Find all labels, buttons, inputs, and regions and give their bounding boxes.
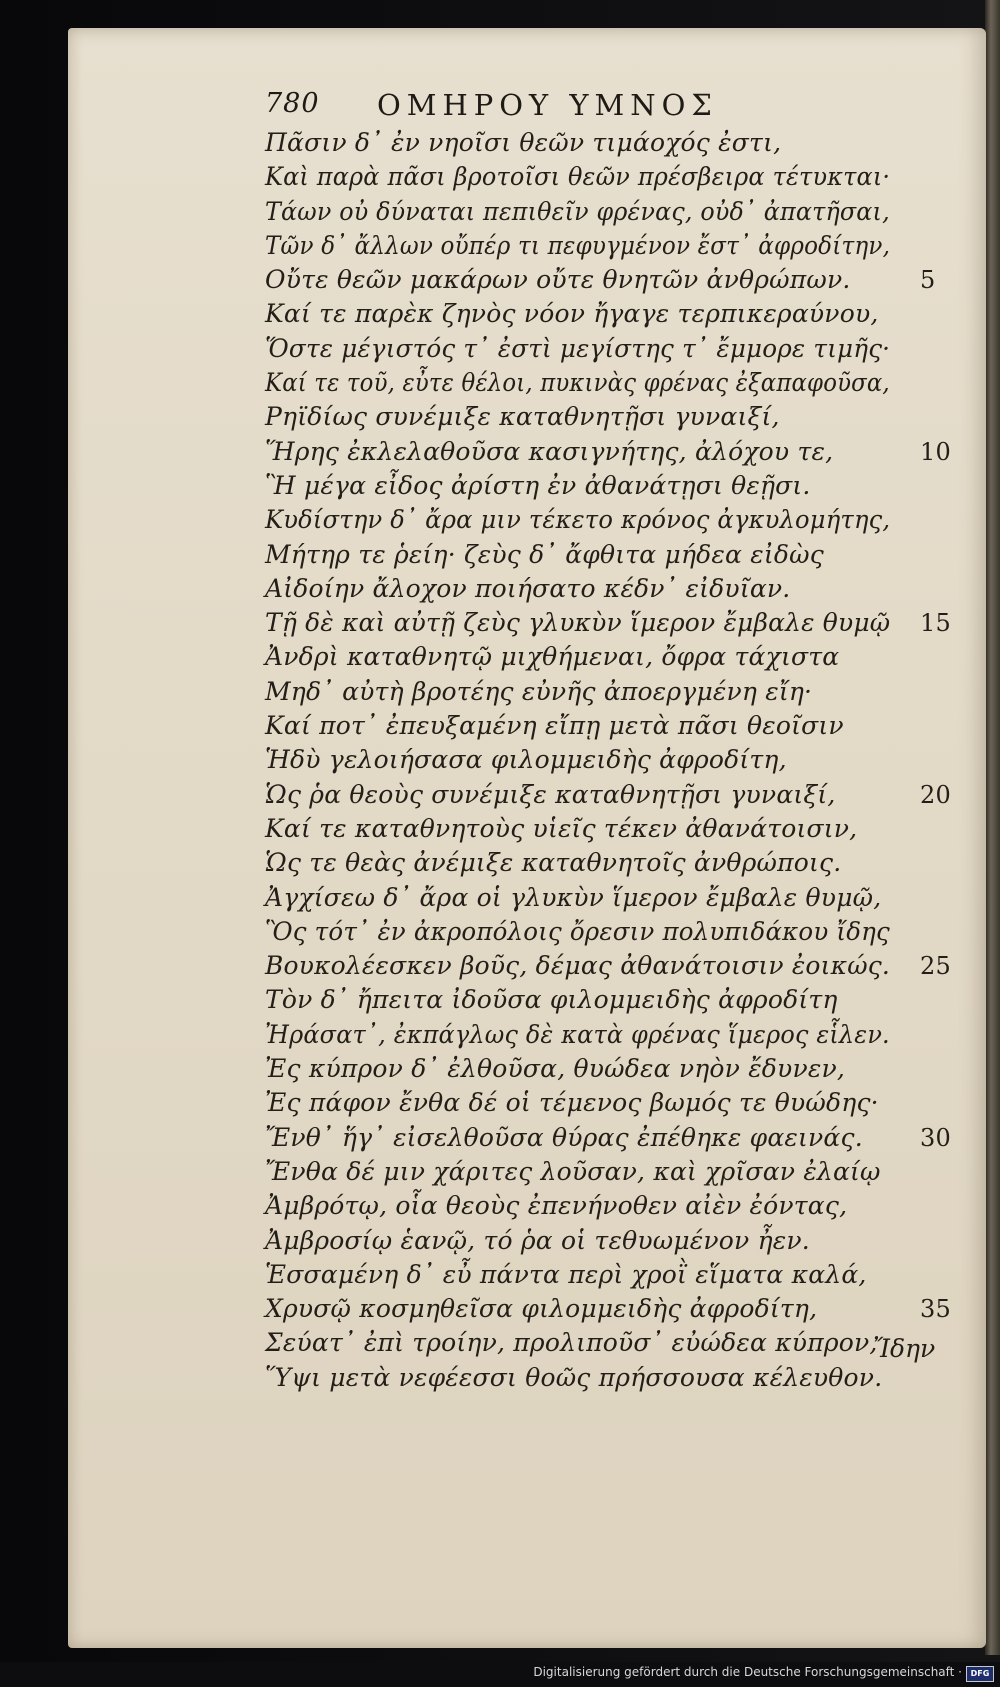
verse-line bbox=[265, 469, 905, 503]
verse-line-text: Ἐς κύπρον δ᾿ ἐλθοῦσα, θυώδεα νηὸν ἔδυνεν, bbox=[265, 1054, 846, 1084]
verse-line-text: Ὡς τε θεὰς ἀνέμιξε καταθνητοῖς ἀνθρώποις. bbox=[265, 848, 842, 878]
verse-line bbox=[265, 400, 905, 434]
verse-line-text: Ἀνδρὶ καταθνητῷ μιχθήμεναι, ὄφρα τάχιστα bbox=[265, 642, 840, 672]
verse-line-text: Ὡς ῥα θεοὺς συνέμιξε καταθνητῇσι γυναιξί, bbox=[265, 779, 836, 809]
verse-line bbox=[265, 743, 905, 777]
verse-line bbox=[265, 675, 905, 709]
verse-line-text: Ἀγχίσεω δ᾿ ἄρα οἱ γλυκὺν ἵμερον ἔμβαλε θυμῷ, bbox=[265, 882, 882, 912]
verse-line bbox=[265, 709, 905, 743]
verse-line bbox=[265, 1155, 905, 1189]
page-header bbox=[265, 88, 825, 128]
verse-line-text: Ἀμβροσίῳ ἑανῷ, τό ῥα οἱ τεθυωμένον ἦεν. bbox=[265, 1225, 810, 1255]
verse-line bbox=[265, 1189, 905, 1223]
verse-line bbox=[265, 538, 905, 572]
verse-line bbox=[265, 1361, 905, 1395]
verse-line bbox=[265, 1258, 905, 1292]
verse-line-text: Ἔνθα δέ μιν χάριτες λοῦσαν, καὶ χρῖσαν ἐλαίῳ bbox=[265, 1156, 881, 1186]
verse-line-text: Χρυσῷ κοσμηθεῖσα φιλομμειδὴς ἀφροδίτη, bbox=[265, 1294, 818, 1324]
verse-line-text: Ρηϊδίως συνέμιξε καταθνητῇσι γυναιξί, bbox=[265, 402, 780, 432]
verse-line-text: Καὶ παρὰ πᾶσι βροτοῖσι θεῶν πρέσβειρα τέτυκται· bbox=[265, 162, 891, 192]
verse-line bbox=[265, 229, 905, 263]
verse-line-text: Ἑσσαμένη δ᾿ εὖ πάντα περὶ χροῒ εἵματα καλά, bbox=[265, 1259, 867, 1289]
verse-line-text: Καί τε παρὲκ ζηνὸς νόον ἤγαγε τερπικεραύνου, bbox=[265, 299, 879, 329]
catchword: Ἴδην bbox=[873, 1334, 936, 1363]
verse-line bbox=[265, 263, 936, 297]
line-number: 35 bbox=[920, 1295, 951, 1324]
verse-line bbox=[265, 195, 905, 229]
verse-line-text: Βουκολέεσκεν βοῦς, δέμας ἀθανάτοισιν ἐοικώς. bbox=[265, 951, 891, 981]
line-number: 30 bbox=[920, 1123, 951, 1152]
digitization-footer bbox=[0, 1662, 1000, 1687]
verse-line bbox=[265, 1121, 951, 1155]
verse-line-text: Ἥρης ἐκλελαθοῦσα κασιγνήτης, ἀλόχου τε, bbox=[265, 436, 834, 466]
verse-line-text: Ὅστε μέγιστός τ᾿ ἐστὶ μεγίστης τ᾿ ἔμμορε τιμῆς· bbox=[265, 333, 891, 363]
line-number: 5 bbox=[920, 266, 936, 295]
line-number: 20 bbox=[920, 780, 951, 809]
verse-line bbox=[265, 812, 905, 846]
verse-line-text: Κυδίστην δ᾿ ἄρα μιν τέκετο κρόνος ἀγκυλομήτης, bbox=[265, 505, 891, 535]
verse-line bbox=[265, 640, 905, 674]
verse-line-text: Ὃς τότ᾿ ἐν ἀκροπόλοις ὄρεσιν πολυπιδάκου ἴδης bbox=[265, 916, 890, 946]
verse-line bbox=[265, 572, 905, 606]
verse-line bbox=[265, 949, 951, 983]
line-number: 15 bbox=[920, 609, 951, 638]
verse-line bbox=[265, 366, 905, 400]
verse-line bbox=[265, 1326, 905, 1360]
verse-line bbox=[265, 983, 905, 1017]
dfg-logo: DFG bbox=[966, 1666, 994, 1682]
verse-line-text: Τῇ δὲ καὶ αὐτῇ ζεὺς γλυκὺν ἵμερον ἔμβαλε θυμῷ bbox=[265, 608, 891, 638]
verse-line bbox=[265, 503, 905, 537]
verse-line bbox=[265, 881, 905, 915]
verse-line-text: Καί ποτ᾿ ἐπευξαμένη εἴπῃ μετὰ πᾶσι θεοῖσιν bbox=[265, 711, 844, 741]
verse-line bbox=[265, 160, 905, 194]
line-number: 25 bbox=[920, 952, 951, 981]
verse-line bbox=[265, 1292, 951, 1326]
verse-line-text: Ἣ μέγα εἶδος ἀρίστη ἐν ἀθανάτῃσι θεῇσι. bbox=[265, 470, 811, 500]
verse-line bbox=[265, 915, 905, 949]
funding-credit: Digitalisierung gefördert durch die Deutsche Forschungsgemeinschaft · bbox=[533, 1665, 962, 1679]
verse-line-text: Ἀμβρότῳ, οἷα θεοὺς ἐπενήνοθεν αἰὲν ἐόντας, bbox=[265, 1191, 848, 1221]
verse-line bbox=[265, 435, 951, 469]
verse-line-text: Μηδ᾿ αὐτὴ βροτέης εὐνῆς ἀποεργμένη εἴη· bbox=[265, 676, 813, 706]
verse-line-text: Μήτηρ τε ῥείη· ζεὺς δ᾿ ἄφθιτα μήδεα εἰδὼς bbox=[265, 539, 824, 569]
verse-line bbox=[265, 778, 951, 812]
verse-line-text: Ἐς πάφον ἔνθα δέ οἱ τέμενος βωμός τε θυώδης· bbox=[265, 1088, 879, 1118]
line-number: 10 bbox=[920, 437, 951, 466]
verse-line bbox=[265, 1018, 905, 1052]
verse-line bbox=[265, 297, 905, 331]
verse-line bbox=[265, 1224, 905, 1258]
verse-line-text: Σεύατ᾿ ἐπὶ τροίην, προλιποῦσ᾿ εὐώδεα κύπρον, bbox=[265, 1328, 878, 1358]
verse-line-text: Οὔτε θεῶν μακάρων οὔτε θνητῶν ἀνθρώπων. bbox=[265, 265, 851, 295]
verse-line bbox=[265, 126, 905, 160]
verse-line-text: Ἔνθ᾿ ἥγ᾿ εἰσελθοῦσα θύρας ἐπέθηκε φαεινάς. bbox=[265, 1122, 863, 1152]
verse-line-text: Ἡδὺ γελοιήσασα φιλομμειδὴς ἀφροδίτη, bbox=[265, 745, 787, 775]
verse-line bbox=[265, 606, 951, 640]
page-number: 780 bbox=[265, 88, 320, 119]
verse-line bbox=[265, 846, 905, 880]
verse-line bbox=[265, 1052, 905, 1086]
verse-line-text: Καί τε τοῦ, εὖτε θέλοι, πυκινὰς φρένας ἐξαπαφοῦσα, bbox=[265, 368, 890, 398]
verse-line bbox=[265, 332, 905, 366]
verse-line-text: Ὕψι μετὰ νεφέεσσι θοῶς πρήσσουσα κέλευθον. bbox=[265, 1362, 883, 1392]
verse-line-text: Πᾶσιν δ᾿ ἐν νηοῖσι θεῶν τιμάοχός ἐστι, bbox=[265, 128, 782, 157]
verse-line-text: Τὸν δ᾿ ἤπειτα ἰδοῦσα φιλομμειδὴς ἀφροδίτη bbox=[265, 985, 838, 1015]
verse-line bbox=[265, 1086, 905, 1120]
verse-line-text: Ἠράσατ᾿, ἐκπάγλως δὲ κατὰ φρένας ἵμερος εἷλεν. bbox=[265, 1019, 890, 1049]
page-edge bbox=[985, 0, 1000, 1655]
verse-line-text: Τῶν δ᾿ ἄλλων οὔπέρ τι πεφυγμένον ἔστ᾿ ἀφροδίτην, bbox=[265, 230, 891, 260]
running-title: ΟΜΗΡΟΥ ΥΜΝΟΣ bbox=[377, 88, 718, 122]
verse-line-text: Καί τε καταθνητοὺς υἱεῖς τέκεν ἀθανάτοισιν, bbox=[265, 813, 858, 843]
verse-line-text: Τάων οὐ δύναται πεπιθεῖν φρένας, οὐδ᾿ ἀπατῆσαι, bbox=[265, 196, 890, 226]
verse-line-text: Αἰδοίην ἄλοχον ποιήσατο κέδν᾿ εἰδυῖαν. bbox=[265, 573, 791, 603]
